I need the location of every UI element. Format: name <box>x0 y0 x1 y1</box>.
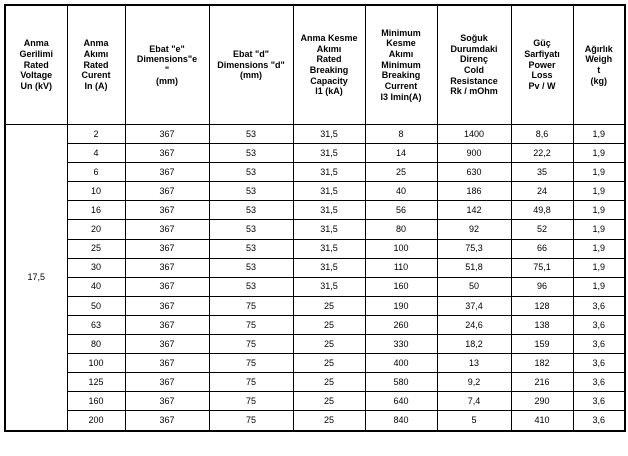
header-line: Current <box>384 80 418 91</box>
cell-power-loss: 138 <box>511 315 573 334</box>
column-header-dimension-d <box>209 5 293 125</box>
table-row <box>5 392 625 411</box>
cell-minimum-breaking-current: 110 <box>365 258 437 277</box>
header-line: Loss <box>531 70 553 81</box>
cell-cold-resistance: 900 <box>437 144 511 163</box>
header-line: Curent <box>81 70 111 81</box>
cell-power-loss: 22,2 <box>511 144 573 163</box>
cell-dimension-e: 367 <box>125 296 209 315</box>
header-line: Minimum <box>381 59 421 70</box>
column-header-rated-breaking-capacity <box>293 5 365 125</box>
cell-dimension-d: 75 <box>209 392 293 411</box>
cell-minimum-breaking-current: 56 <box>365 201 437 220</box>
cell-power-loss: 159 <box>511 335 573 354</box>
header-line: (kg) <box>590 75 607 86</box>
header-line: Breaking <box>381 70 421 81</box>
cell-minimum-breaking-current: 80 <box>365 220 437 239</box>
header-line: Resistance <box>450 75 498 86</box>
cell-breaking-capacity: 31,5 <box>293 144 365 163</box>
cell-cold-resistance: 92 <box>437 220 511 239</box>
header-line: Akımı <box>388 49 414 60</box>
cell-rated-current: 10 <box>67 182 125 201</box>
cell-minimum-breaking-current: 160 <box>365 277 437 296</box>
cell-weight: 1,9 <box>573 163 625 182</box>
cell-power-loss: 66 <box>511 239 573 258</box>
cell-power-loss: 96 <box>511 277 573 296</box>
cell-cold-resistance: 630 <box>437 163 511 182</box>
cell-weight: 1,9 <box>573 239 625 258</box>
table-row <box>5 220 625 239</box>
cell-minimum-breaking-current: 190 <box>365 296 437 315</box>
table-row <box>5 125 625 144</box>
cell-dimension-e: 367 <box>125 392 209 411</box>
header-line: Ebat "d" <box>232 49 270 60</box>
header-line: Durumdaki <box>450 43 498 54</box>
header-line: Un (kV) <box>20 80 52 91</box>
cell-breaking-capacity: 25 <box>293 373 365 392</box>
cell-rated-current: 16 <box>67 201 125 220</box>
cell-rated-current: 63 <box>67 315 125 334</box>
cell-power-loss: 75,1 <box>511 258 573 277</box>
cell-cold-resistance: 186 <box>437 182 511 201</box>
header-line: I1 (kA) <box>315 86 343 97</box>
cell-weight: 3,6 <box>573 315 625 334</box>
cell-power-loss: 52 <box>511 220 573 239</box>
cell-minimum-breaking-current: 260 <box>365 315 437 334</box>
cell-minimum-breaking-current: 14 <box>365 144 437 163</box>
cell-dimension-d: 75 <box>209 411 293 431</box>
cell-weight: 3,6 <box>573 411 625 431</box>
cell-dimension-e: 367 <box>125 411 209 431</box>
column-header-rated-voltage <box>5 5 67 125</box>
header-row <box>5 5 625 125</box>
cell-rated-current: 6 <box>67 163 125 182</box>
table-row <box>5 277 625 296</box>
table-header <box>5 5 625 125</box>
header-line: Rated <box>23 59 49 70</box>
header-line: " <box>164 65 170 75</box>
cell-cold-resistance: 37,4 <box>437 296 511 315</box>
header-line: Direnç <box>459 54 488 65</box>
fuse-specification-table <box>4 4 626 432</box>
cell-cold-resistance: 7,4 <box>437 392 511 411</box>
cell-dimension-d: 53 <box>209 201 293 220</box>
cell-dimension-e: 367 <box>125 277 209 296</box>
table-row <box>5 182 625 201</box>
cell-dimension-d: 75 <box>209 315 293 334</box>
cell-cold-resistance: 5 <box>437 411 511 431</box>
column-header-power-loss <box>511 5 573 125</box>
cell-cold-resistance: 142 <box>437 201 511 220</box>
cell-breaking-capacity: 31,5 <box>293 163 365 182</box>
cell-rated-current: 50 <box>67 296 125 315</box>
table-row <box>5 163 625 182</box>
cell-rated-current: 200 <box>67 411 125 431</box>
header-line: Ağırlık <box>584 43 613 54</box>
cell-weight: 3,6 <box>573 296 625 315</box>
table-row <box>5 296 625 315</box>
cell-power-loss: 24 <box>511 182 573 201</box>
cell-rated-current: 80 <box>67 335 125 354</box>
column-header-dimension-e <box>125 5 209 125</box>
cell-dimension-e: 367 <box>125 373 209 392</box>
cell-dimension-d: 53 <box>209 239 293 258</box>
cell-dimension-e: 367 <box>125 315 209 334</box>
cell-minimum-breaking-current: 40 <box>365 182 437 201</box>
cell-breaking-capacity: 25 <box>293 392 365 411</box>
table-row <box>5 239 625 258</box>
cell-dimension-d: 75 <box>209 335 293 354</box>
cell-weight: 3,6 <box>573 354 625 373</box>
table-body <box>5 125 625 431</box>
cell-rated-current: 4 <box>67 144 125 163</box>
cell-rated-current: 160 <box>67 392 125 411</box>
table-row <box>5 335 625 354</box>
cell-cold-resistance: 51,8 <box>437 258 511 277</box>
header-line: Rated <box>83 59 109 70</box>
cell-dimension-d: 53 <box>209 125 293 144</box>
cell-power-loss: 49,8 <box>511 201 573 220</box>
cell-power-loss: 216 <box>511 373 573 392</box>
cell-dimension-d: 53 <box>209 258 293 277</box>
header-line: Breaking <box>309 65 349 75</box>
cell-power-loss: 8,6 <box>511 125 573 144</box>
cell-cold-resistance: 1400 <box>437 125 511 144</box>
cell-dimension-d: 53 <box>209 163 293 182</box>
cell-rated-current: 20 <box>67 220 125 239</box>
cell-dimension-e: 367 <box>125 201 209 220</box>
cell-breaking-capacity: 31,5 <box>293 220 365 239</box>
cell-breaking-capacity: 31,5 <box>293 125 365 144</box>
table-row <box>5 373 625 392</box>
cell-breaking-capacity: 25 <box>293 354 365 373</box>
table-row <box>5 201 625 220</box>
cell-breaking-capacity: 31,5 <box>293 258 365 277</box>
cell-breaking-capacity: 31,5 <box>293 182 365 201</box>
cell-rated-current: 125 <box>67 373 125 392</box>
header-line: Akımı <box>83 49 109 60</box>
cell-dimension-d: 75 <box>209 354 293 373</box>
column-header-cold-resistance <box>437 5 511 125</box>
header-line: Anma <box>23 38 49 49</box>
specification-sheet <box>0 4 628 456</box>
header-line: (mm) <box>156 75 178 86</box>
header-line: Sarfiyatı <box>524 49 560 60</box>
cell-dimension-e: 367 <box>125 220 209 239</box>
cell-dimension-d: 53 <box>209 144 293 163</box>
header-line: Soğuk <box>460 33 488 44</box>
table-row <box>5 315 625 334</box>
header-line: Rk / mOhm <box>450 86 498 97</box>
cell-breaking-capacity: 25 <box>293 296 365 315</box>
cell-cold-resistance: 50 <box>437 277 511 296</box>
cell-rated-voltage: 17,5 <box>5 125 67 431</box>
cell-weight: 1,9 <box>573 201 625 220</box>
cell-cold-resistance: 24,6 <box>437 315 511 334</box>
header-line: Dimensions "d" <box>217 59 285 70</box>
cell-power-loss: 410 <box>511 411 573 431</box>
column-header-rated-current <box>67 5 125 125</box>
cell-minimum-breaking-current: 25 <box>365 163 437 182</box>
header-line: I3 Imin(A) <box>380 91 422 102</box>
table-row <box>5 144 625 163</box>
cell-dimension-d: 53 <box>209 220 293 239</box>
cell-cold-resistance: 18,2 <box>437 335 511 354</box>
cell-rated-current: 40 <box>67 277 125 296</box>
cell-power-loss: 290 <box>511 392 573 411</box>
cell-dimension-d: 75 <box>209 373 293 392</box>
cell-power-loss: 35 <box>511 163 573 182</box>
cell-weight: 3,6 <box>573 392 625 411</box>
cell-cold-resistance: 9,2 <box>437 373 511 392</box>
cell-rated-current: 25 <box>67 239 125 258</box>
header-line: Ebat "e" <box>149 43 185 54</box>
cell-dimension-d: 53 <box>209 277 293 296</box>
cell-weight: 1,9 <box>573 258 625 277</box>
header-line: t <box>597 65 601 75</box>
cell-weight: 1,9 <box>573 125 625 144</box>
header-line: Dimensions"e <box>136 54 198 65</box>
cell-rated-current: 30 <box>67 258 125 277</box>
column-header-weight <box>573 5 625 125</box>
cell-dimension-e: 367 <box>125 125 209 144</box>
cell-dimension-d: 75 <box>209 296 293 315</box>
cell-dimension-e: 367 <box>125 335 209 354</box>
header-line: Cold <box>464 65 484 75</box>
table-row <box>5 354 625 373</box>
cell-weight: 1,9 <box>573 220 625 239</box>
cell-rated-current: 100 <box>67 354 125 373</box>
cell-breaking-capacity: 31,5 <box>293 277 365 296</box>
header-line: Capacity <box>310 75 348 86</box>
header-line: Rated <box>316 54 342 65</box>
cell-power-loss: 182 <box>511 354 573 373</box>
cell-minimum-breaking-current: 100 <box>365 239 437 258</box>
cell-minimum-breaking-current: 580 <box>365 373 437 392</box>
column-header-minimum-breaking-current <box>365 5 437 125</box>
header-line: Güç <box>533 38 551 49</box>
cell-weight: 3,6 <box>573 335 625 354</box>
cell-weight: 1,9 <box>573 277 625 296</box>
cell-dimension-e: 367 <box>125 144 209 163</box>
cell-power-loss: 128 <box>511 296 573 315</box>
header-line: Minimum <box>381 27 421 38</box>
cell-minimum-breaking-current: 840 <box>365 411 437 431</box>
cell-breaking-capacity: 31,5 <box>293 201 365 220</box>
cell-dimension-d: 53 <box>209 182 293 201</box>
cell-minimum-breaking-current: 8 <box>365 125 437 144</box>
header-line: Pv / W <box>528 80 556 91</box>
cell-weight: 1,9 <box>573 144 625 163</box>
cell-rated-current: 2 <box>67 125 125 144</box>
header-line: In (A) <box>84 80 108 91</box>
cell-breaking-capacity: 31,5 <box>293 239 365 258</box>
header-line: Gerilimi <box>19 49 53 60</box>
cell-breaking-capacity: 25 <box>293 335 365 354</box>
cell-dimension-e: 367 <box>125 239 209 258</box>
cell-dimension-e: 367 <box>125 182 209 201</box>
cell-weight: 1,9 <box>573 182 625 201</box>
cell-cold-resistance: 13 <box>437 354 511 373</box>
cell-minimum-breaking-current: 640 <box>365 392 437 411</box>
cell-cold-resistance: 75,3 <box>437 239 511 258</box>
header-line: Akımı <box>316 43 342 54</box>
cell-dimension-e: 367 <box>125 258 209 277</box>
cell-breaking-capacity: 25 <box>293 411 365 431</box>
cell-minimum-breaking-current: 400 <box>365 354 437 373</box>
header-line: Kesme <box>386 38 416 49</box>
header-line: Anma <box>83 38 109 49</box>
cell-dimension-e: 367 <box>125 354 209 373</box>
header-line: Weigh <box>585 54 613 65</box>
header-line: Anma Kesme <box>300 33 358 44</box>
cell-weight: 3,6 <box>573 373 625 392</box>
cell-minimum-breaking-current: 330 <box>365 335 437 354</box>
header-line: Voltage <box>20 70 53 81</box>
cell-dimension-e: 367 <box>125 163 209 182</box>
cell-breaking-capacity: 25 <box>293 315 365 334</box>
header-line: Power <box>528 59 556 70</box>
table-row <box>5 411 625 431</box>
header-line: (mm) <box>240 70 262 81</box>
table-row <box>5 258 625 277</box>
